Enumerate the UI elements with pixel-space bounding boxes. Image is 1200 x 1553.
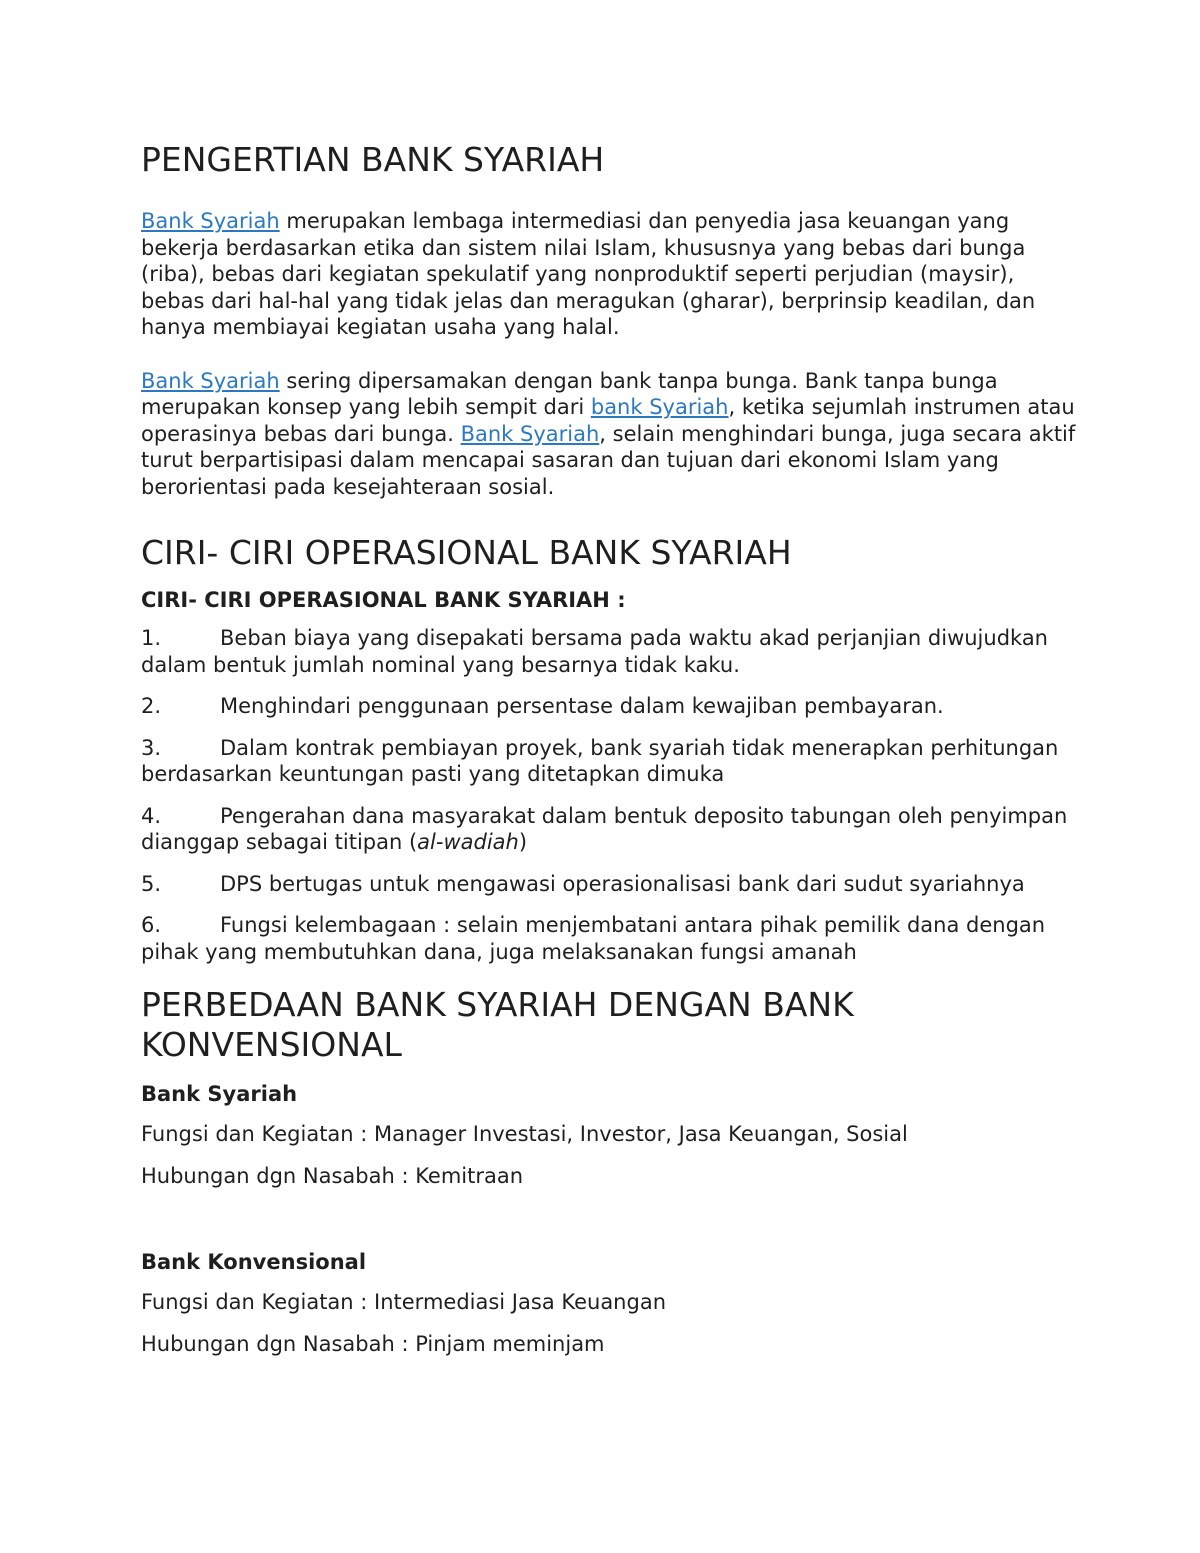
list-number: 5. <box>141 871 162 896</box>
konvensional-hubungan: Hubungan dgn Nasabah : Pinjam meminjam <box>141 1332 605 1356</box>
list-text: Fungsi kelembagaan : selain menjembatani antara pihak pemilik dana dengan pihak yang membutuhkan dana, juga melaksanakan fungsi amanah <box>141 913 1046 964</box>
list-number: 6. <box>141 913 162 937</box>
list-number: 4. <box>141 803 162 828</box>
ciri-list <box>141 625 1081 965</box>
bank-syariah-link[interactable]: Bank Syariah <box>141 368 280 393</box>
list-text: ) <box>518 830 528 854</box>
list-number: 1. <box>141 626 162 650</box>
paragraph-text: , selain menghindari bunga, juga secara aktif turut berpartisipasi dalam mencapai sasaran dan tujuan dari ekonomi Islam yang berorientasi pada kesejahteraan sosial. <box>141 421 1076 499</box>
list-item <box>141 803 1081 856</box>
syariah-hubungan: Hubungan dgn Nasabah : Kemitraan <box>141 1164 524 1188</box>
bank-syariah-link[interactable]: Bank Syariah <box>141 209 280 233</box>
syariah-fungsi: Fungsi dan Kegiatan : Manager Investasi, Investor, Jasa Keuangan, Sosial <box>141 1122 908 1146</box>
subheading-bank-syariah: Bank Syariah <box>141 1082 298 1106</box>
bank-syariah-link[interactable]: bank Syariah <box>590 395 729 419</box>
heading-perbedaan: PERBEDAAN BANK SYARIAH DENGAN BANK KONVENSIONAL <box>141 985 854 1064</box>
document-content <box>141 140 1081 1357</box>
paragraph-text: sering dipersamakan dengan bank tanpa bunga. Bank tanpa bunga merupakan konsep yang lebih sempit dari <box>141 368 998 419</box>
paragraph-definition <box>141 208 1081 341</box>
list-number: 2. <box>141 694 162 718</box>
list-item <box>141 625 1081 678</box>
subheading-ciri-operasional: CIRI- CIRI OPERASIONAL BANK SYARIAH : <box>141 588 626 612</box>
list-item <box>141 735 1081 788</box>
list-text: Menghindari penggunaan persentase dalam kewajiban pembayaran. <box>220 694 944 718</box>
list-item <box>141 912 1081 965</box>
bank-syariah-link[interactable]: Bank Syariah <box>460 421 600 446</box>
list-number: 3. <box>141 735 162 760</box>
list-text-italic: al-wadiah <box>417 830 519 854</box>
list-text: Dalam kontrak pembiayan proyek, bank syariah tidak menerapkan perhitungan berdasarkan keuntungan pasti yang ditetapkan dimuka <box>141 735 1059 786</box>
konvensional-fungsi: Fungsi dan Kegiatan : Intermediasi Jasa Keuangan <box>141 1290 666 1314</box>
paragraph-comparison <box>141 368 1081 501</box>
list-item <box>141 693 1081 720</box>
list-item <box>141 871 1081 898</box>
list-text: DPS bertugas untuk mengawasi operasionalisasi bank dari sudut syariahnya <box>220 871 1025 896</box>
subheading-bank-konvensional: Bank Konvensional <box>141 1250 367 1274</box>
heading-ciri-operasional: CIRI- CIRI OPERASIONAL BANK SYARIAH <box>141 533 792 572</box>
list-text: Pengerahan dana masyarakat dalam bentuk deposito tabungan oleh penyimpan dianggap sebagai titipan ( <box>141 803 1068 854</box>
list-text: Beban biaya yang disepakati bersama pada waktu akad perjanjian diwujudkan dalam bentuk jumlah nominal yang besarnya tidak kaku. <box>141 626 1048 677</box>
heading-pengertian: PENGERTIAN BANK SYARIAH <box>141 140 605 179</box>
paragraph-text: merupakan lembaga intermediasi dan penyedia jasa keuangan yang bekerja berdasarkan etika dan sistem nilai Islam, khususnya yang bebas dari bunga (riba), bebas dari kegiatan spekulatif yang nonproduktif seperti perjudian (maysir), bebas dari hal-hal yang tidak jelas dan meragukan (gharar), berprinsip keadilan, dan hanya membiayai kegiatan usaha yang halal. <box>141 209 1036 339</box>
paragraph-text: , ketika sejumlah instrumen atau operasinya bebas dari bunga. <box>141 395 1075 446</box>
